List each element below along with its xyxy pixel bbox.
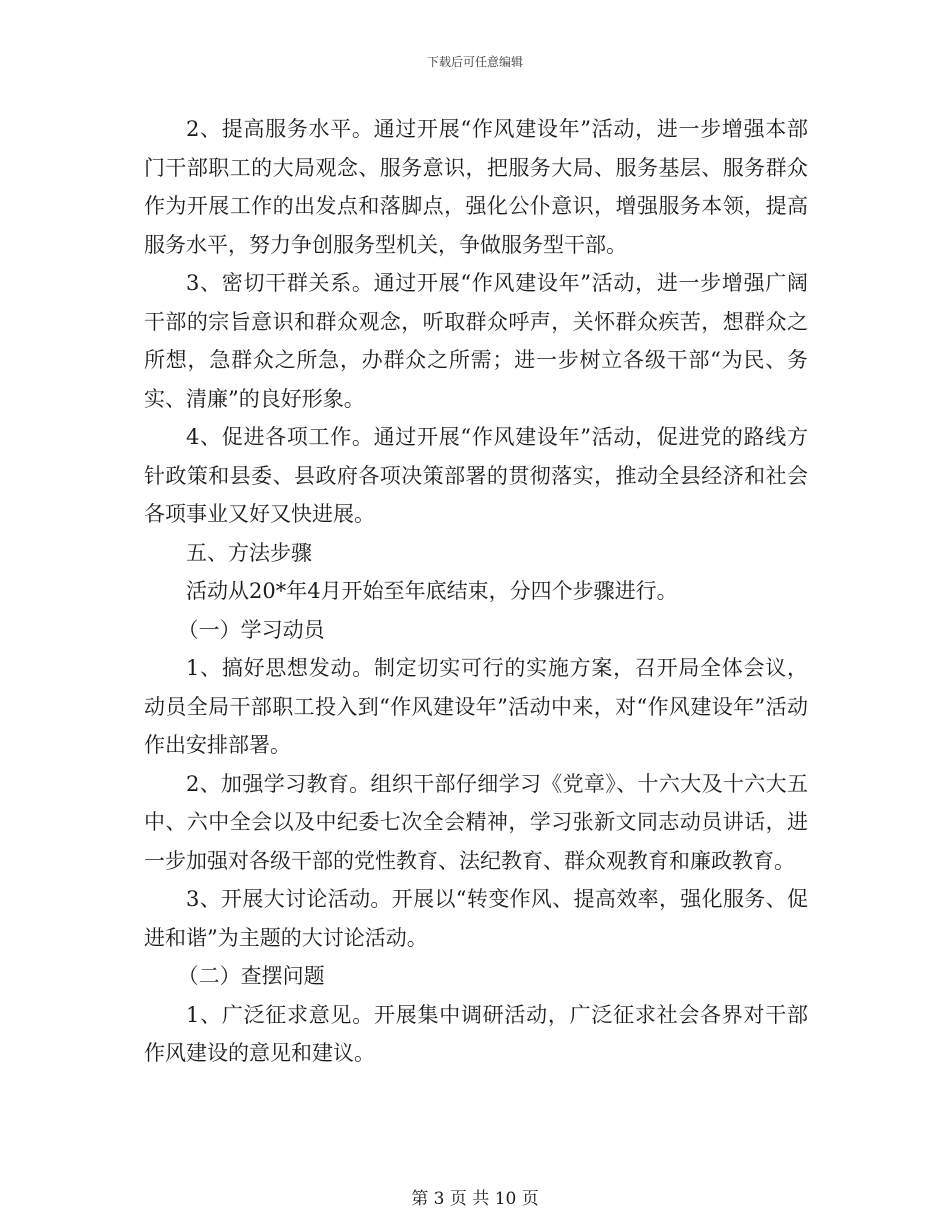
subsection-heading: （一）学习动员 — [177, 617, 325, 642]
page-footer: 第 3 页 共 10 页 — [411, 1189, 539, 1209]
page-header: 下载后可任意编辑 — [426, 55, 523, 69]
subsection-heading: （二）查摆问题 — [177, 964, 325, 988]
section-heading: 五、方法步骤 — [186, 540, 312, 565]
document-body — [144, 110, 808, 1073]
paragraph: 3、开展大讨论活动。开展以“转变作风、提高效率，强化服务、促进和谐”为主题的大讨论活动。 — [144, 887, 808, 950]
paragraph: 2、加强学习教育。组织干部仔细学习《党章》、十六大及十六大五中、六中全会以及中纪委七次全会精神，学习张新文同志动员讲话，进一步加强对各级干部的党性教育、法纪教育、群众观教育和廉政教育。 — [144, 771, 808, 873]
paragraph: 3、密切干群关系。通过开展“作风建设年”活动，进一步增强广阔干部的宗旨意识和群众观念，听取群众呼声，关怀群众疾苦，想群众之所想，急群众之所急，办群众之所需；进一步树立各级干部“为民、务实、清廉”的良好形象。 — [144, 271, 808, 411]
paragraph: 1、搞好思想发动。制定切实可行的实施方案，召开局全体会议，动员全局干部职工投入到“作风建设年”活动中来，对“作风建设年”活动作出安排部署。 — [144, 656, 808, 757]
paragraph: 4、促进各项工作。通过开展“作风建设年”活动，促进党的路线方针政策和县委、县政府各项决策部署的贯彻落实，推动全县经济和社会各项事业又好又快进展。 — [144, 425, 808, 526]
paragraph: 2、提高服务水平。通过开展“作风建设年”活动，进一步增强本部门干部职工的大局观念、服务意识，把服务大局、服务基层、服务群众作为开展工作的出发点和落脚点，强化公仆意识，增强服务本领，提高服务水平，努力争创服务型机关，争做服务型干部。 — [144, 117, 808, 257]
paragraph: 活动从20*年4月开始至年底结束，分四个步骤进行。 — [186, 579, 678, 603]
paragraph: 1、广泛征求意见。开展集中调研活动，广泛征求社会各界对干部作风建设的意见和建议。 — [144, 1002, 808, 1065]
